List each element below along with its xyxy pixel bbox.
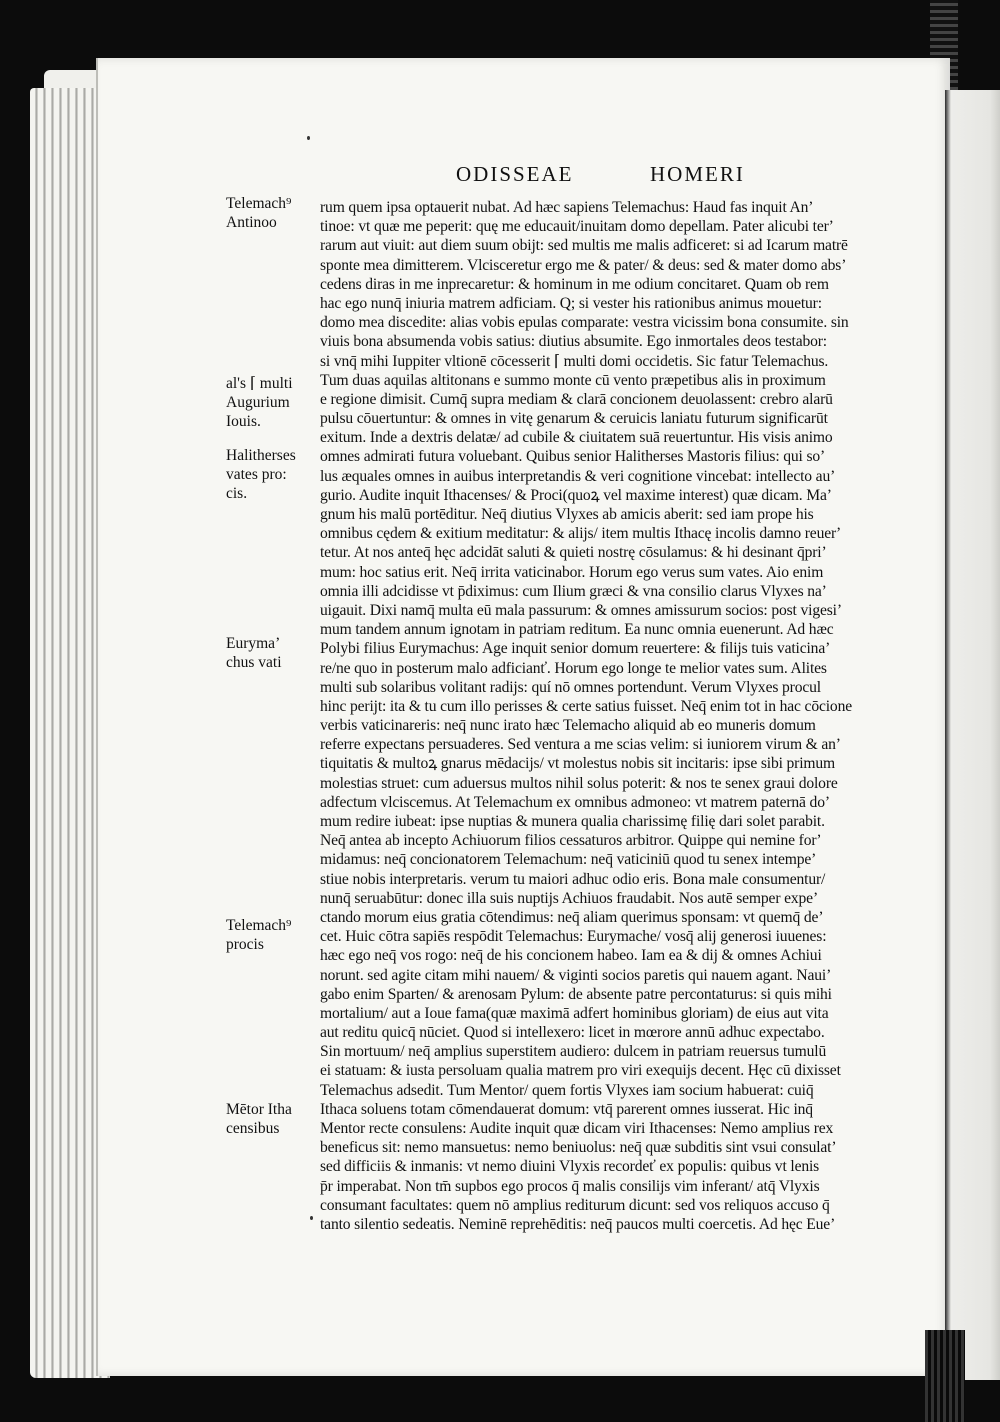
text-line: si vnq̄ mihi Iuppiter vltionē cōcesserit ⌈ multi domi occidetis. Sic fatur Telemachus. — [320, 352, 829, 370]
running-head-left: ODISSEAE — [456, 162, 574, 186]
margin-note: Mētor Itha censibus — [226, 1101, 292, 1137]
text-line: domo mea discedite: alias vobis epulas comparate: vestra vicissim bona consumite. sin — [320, 314, 849, 332]
text-line: omnes admirati futura voluebant. Quibus senior Halitherses Mastoris filius: qui soʼ — [320, 448, 826, 466]
text-line: multi sub solaribus volitant radijs: quí nō omnes portendunt. Verum Vlyxes procul — [320, 678, 821, 696]
margin-note: al's ⌈ multi Augurium Iouis. — [226, 375, 293, 430]
text-line: omnibus cędem & exitium meditatur: & alijs/ item multis Ithacę incolis damno reuerʼ — [320, 525, 842, 543]
page-right-edge — [945, 90, 1000, 1380]
running-head — [456, 162, 776, 192]
text-line: referre expectans persuaderes. Sed ventura a me scias velim: si iuniorem virum & anʼ — [320, 736, 841, 754]
text-line: re/ne quo in posterum malo adficianť. Horum ego longe te melior vates sum. Alites — [320, 659, 827, 677]
body-text — [320, 198, 918, 1234]
text-line: midamus: neq̄ concionatorem Telemachum: neq̄ vaticiniū quod tu senex intempeʼ — [320, 851, 817, 869]
text-line: sponte mea dimitterem. Vlcisceretur ergo me & pater/ & deus: sed & mater domo absʼ — [320, 256, 847, 274]
text-line: Mentor recte consulens: Audite inquit quæ dicam viri Ithacenses: Nemo amplius rex — [320, 1120, 834, 1137]
binding-tab-bottom — [925, 1330, 965, 1422]
text-line: ei statuam: & iusta persoluam qualia matrem pro viri exequijs decent. Hęc cū dixisset — [320, 1062, 841, 1080]
text-line: mum redire iubeat: ipse nuptias & munera qualia charissimę filię dari solet parabit. — [320, 813, 825, 830]
text-line: mortalium/ aut a Ioue fama(quæ maximā adfert hominibus gloriam) de eius aut vita — [320, 1004, 829, 1022]
text-line: p̄r imperabat. Non tm̄ supbos ego procos q̄ malis consilijs vim inferant/ atq̄ Vlyxis — [320, 1177, 820, 1195]
running-head-right: HOMERI — [650, 162, 745, 186]
margin-note: Eurymaʼ chus vati — [226, 635, 282, 671]
text-line: gnum his malū portēditur. Neq̄ diutius Vlyxes ab amicis aberit: sed iam prope his — [320, 506, 814, 523]
text-line: hæc ego neq̄ vos rogo: neq̄ de his concionem habeo. Iam ea & dij & omnes Achiui — [320, 947, 822, 965]
text-line: lus æquales omnes in auibus interpretandis & veri cognitione vincebat: intellecto auʼ — [320, 467, 836, 485]
text-line: ctando morum eius gratia cōtendimus: neq̄ aliam querimus sponsam: vt quemq̄ deʼ — [320, 908, 824, 926]
ink-blot — [307, 136, 310, 140]
text-line: Tum duas aquilas altitonans e summo monte cū vento præpetibus alis in proximum — [320, 371, 826, 389]
margin-note: Halitherses vates pro: cis. — [226, 447, 296, 502]
text-line: norunt. sed agite citam mihi nauem/ & viginti socios paretis qui nauem agant. Nauiʼ — [320, 966, 832, 984]
text-line: nunq̄ seruabūtur: donec illa suis nuptijs Achiuos fraudabit. Nos autē semper expeʼ — [320, 889, 818, 907]
text-line: uigauit. Dixi namq̄ multa eū mala passurum: & omnes amissurum socios: post vigesiʼ — [320, 601, 842, 619]
text-line: tinoe: vt quæ me peperit: quę me educauit/inuitam domo depellam. Pater alicubi terʼ — [320, 218, 834, 236]
text-line: mum: hoc satius erit. Neq̄ irrita vaticinabor. Horum ego verus sum vates. Aio enim — [320, 563, 824, 581]
text-line: sed difficiis & inmanis: vt nemo diuini Vlyxis recordeť ex populis: quibus vt lenis — [320, 1158, 820, 1176]
text-line: e regione dimisit. Cumq̄ supra mediam & clarā concionem deuolassent: crebro alarū — [320, 390, 833, 408]
text-line: hac ego nunq̄ iniuria matrem adficiam. Q; si vester his rationibus animus mouetur: — [320, 294, 822, 312]
text-line: gabo enim Sparten/ & arenosam Pylum: de absente patre percontaturus: si quis mihi — [320, 985, 832, 1003]
text-line: verbis vaticinareris: neq̄ nunc irato hæc Telemacho aliquid ab eo muneris domum — [320, 717, 816, 735]
text-line: cedens diras in me inprecaretur: & hominum in me odium concitaret. Quam ob rem — [320, 275, 829, 293]
margin-note: Telemach⁹ procis — [226, 917, 292, 953]
text-line: tetur. At nos anteq̄ hęc adcidāt saluti & quieti nostrę cōsulamus: & hi desinant q̄priʼ — [320, 544, 827, 562]
text-line: Ithaca soluens totam cōmendauerat domum: vtq̄ parerent omnes iusserat. Hic inq̄ — [320, 1100, 813, 1118]
text-line: pulsu cōuertuntur: & omnes in vitę genarum & ceruicis laniatu futurum significarūt — [320, 410, 828, 428]
margin-note: Telemach⁹ Antinoo — [226, 195, 292, 231]
text-line: hinc perijt: ita & tu cum illo perisses & certe satius fuisset. Neq̄ enim tot in hac cōcione — [320, 697, 852, 715]
text-line: tiquitatis & multoꝝ gnarus mēdacijs/ vt molestus nobis sit incitaris: ipse sibi primum — [320, 755, 836, 773]
text-line: beneficus sit: nemo mansuetus: nemo beniuolus: neq̄ quæ subditis sint vsui consulatʼ — [320, 1139, 837, 1157]
text-line: Neq̄ antea ab incepto Achiuorum filios cessaturos arbitror. Quippe qui nemine forʼ — [320, 832, 822, 850]
text-line: exitum. Inde a dextris delatæ/ ad cubile & ciuitatem suā reuertuntur. His visis animo — [320, 429, 833, 447]
text-line: rarum aut viuit: aut diem suum obijt: sed multis me malis adficeret: si ad Icarum matrē — [320, 237, 848, 255]
text-line: aut reditu quicq̄ nūciet. Quod si intellexero: licet in mœrore annū adhuc expectabo. — [320, 1024, 825, 1042]
text-line: omnia illi adcidisse vt p̄diximus: cum Ilium græci & vna consilio clarus Vlyxes naʼ — [320, 582, 827, 600]
text-line: viuis bona absumenda vobis satius: diutius absumite. Ego inmortales deos testabor: — [320, 333, 827, 351]
text-line: cet. Huic cōtra sapiēs respōdit Telemachus: Eurymache/ vosq̄ alij generosi iuuenes: — [320, 928, 827, 946]
text-line: mum tandem annum ignotam in patriam reditum. Ea nunc omnia euenerunt. Ad hæc — [320, 621, 834, 639]
ink-blot — [310, 1216, 313, 1220]
text-line: Polybi filius Eurymachus: Age inquit senior domum reuertere: & filijs tuis vaticinaʼ — [320, 640, 831, 658]
text-line: tanto silentio sedeatis. Neminē reprehēditis: neq̄ paucos multi coercetis. Ad hęc Eueʼ — [320, 1215, 836, 1233]
text-line: stiue nobis interpretaris. verum tu maiori adhuc odio eris. Bona male consumentur/ — [320, 870, 826, 888]
text-line: Sin mortuum/ neq̄ amplius superstitem audiero: dulcem in patriam reuersus tumulū — [320, 1043, 827, 1061]
text-line: molestias struet: cum aduersus multos nihil solus poterit: & nos te senex graui dolore — [320, 774, 838, 792]
text-line: rum quem ipsa optauerit nubat. Ad hæc sapiens Telemachus: Haud fas inquit Anʼ — [320, 199, 814, 216]
text-line: adfectum vlciscemus. At Telemachum ex omnibus admoneo: vt matrem paternā doʼ — [320, 793, 830, 811]
text-line: consumant facultates: quem nō amplius rediturum dicunt: sed vos reliquos accuso q̄ — [320, 1196, 830, 1214]
text-line: Telemachus adsedit. Tum Mentor/ quem fortis Vlyxes iam socium habuerat: cuiq̄ — [320, 1081, 814, 1099]
text-line: gurio. Audite inquit Ithacenses/ & Proci(quoꝝ vel maxime interest) quæ dicam. Maʼ — [320, 486, 832, 504]
